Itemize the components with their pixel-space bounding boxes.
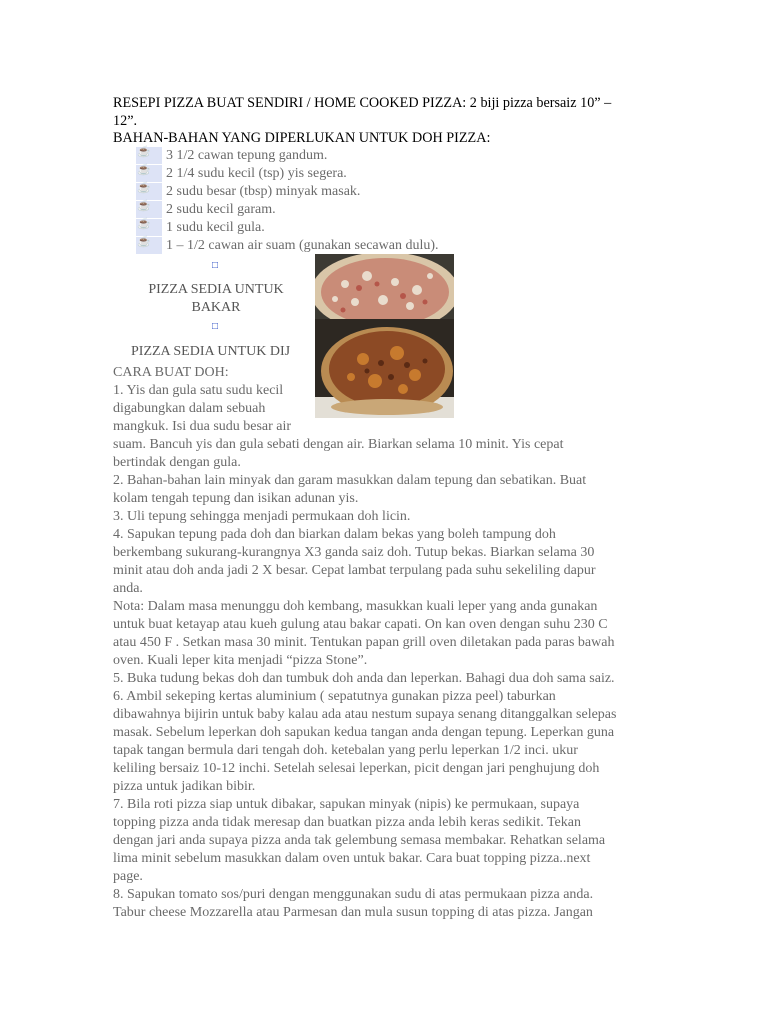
body-line: masak. Sebelum leperkan doh sapukan kedua tangan anda dengan tepung. Leperkan guna bbox=[113, 725, 615, 740]
bullet-icon bbox=[136, 165, 162, 182]
photo-caption-1-line-2: BAKAR bbox=[191, 300, 241, 315]
body-line: 5. Buka tudung bekas doh dan tumbuk doh anda dan leperkan. Bahagi dua doh sama saiz. bbox=[113, 671, 615, 686]
cup-icon: ☕ bbox=[137, 200, 151, 212]
body-line: topping pizza anda tidak meresap dan buatkan pizza anda lebih keras sedikit. Tekan bbox=[113, 815, 581, 830]
ingredient-item: 2 1/4 sudu kecil (tsp) yis segera. bbox=[166, 166, 347, 181]
body-line: 8. Sapukan tomato sos/puri dengan menggunakan sudu di atas permukaan pizza anda. bbox=[113, 887, 594, 902]
body-line: page. bbox=[113, 869, 143, 884]
recipe-title-line-1: RESEPI PIZZA BUAT SENDIRI / HOME COOKED PIZZA: 2 biji pizza bersaiz 10” – bbox=[113, 95, 612, 111]
cup-icon: ☕ bbox=[137, 236, 151, 248]
body-line: digabungkan dalam sebuah bbox=[113, 401, 266, 416]
bullet-icon bbox=[136, 201, 162, 218]
ingredients-heading: BAHAN-BAHAN YANG DIPERLUKAN UNTUK DOH PIZZA: bbox=[113, 130, 491, 146]
body-line: suam. Bancuh yis dan gula sebati dengan air. Biarkan selama 10 minit. Yis cepat bbox=[113, 437, 564, 452]
body-line: Tabur cheese Mozzarella atau Parmesan dan mula susun topping di atas pizza. Jangan bbox=[113, 905, 593, 920]
body-line: 1. Yis dan gula satu sudu kecil bbox=[113, 383, 284, 398]
body-line: tapak tangan bermula dari tengah doh. ketebalan yang perlu leperkan 1/2 inci. ukur bbox=[113, 743, 578, 758]
ingredient-item: 1 sudu kecil gula. bbox=[166, 220, 265, 235]
recipe-title-line-2: 12”. bbox=[113, 113, 138, 129]
body-line: dibawahnya bijirin untuk baby kalau ada atau nestum supaya senang ditanggalkan selepas bbox=[113, 707, 617, 722]
body-line: 7. Bila roti pizza siap untuk dibakar, sapukan minyak (nipis) ke permukaan, supaya bbox=[113, 797, 580, 812]
figure-marker-icon: □ bbox=[212, 260, 219, 271]
body-line: atau 450 F . Setkan masa 30 minit. Tentukan papan grill oven diletakan pada paras bawah bbox=[113, 635, 615, 650]
bullet-icon bbox=[136, 147, 162, 164]
ingredient-item: 3 1/2 cawan tepung gandum. bbox=[166, 148, 328, 163]
body-line: keliling bersaiz 10-12 inchi. Setelah selesai leperkan, picit dengan jari penghujung doh bbox=[113, 761, 600, 776]
ingredient-item: 2 sudu besar (tbsp) minyak masak. bbox=[166, 184, 361, 199]
body-line: bertindak dengan gula. bbox=[113, 455, 241, 470]
photo-caption-1-line-1: PIZZA SEDIA UNTUK bbox=[148, 282, 284, 297]
body-line: dengan jari anda supaya pizza anda tak gelembung semasa membakar. Rehatkan selama bbox=[113, 833, 606, 848]
bullet-icon bbox=[136, 219, 162, 236]
body-line: berkembang sukurang-kurangnya X3 ganda saiz doh. Tutup bekas. Biarkan selama 30 bbox=[113, 545, 595, 560]
body-line: mangkuk. Isi dua sudu besar air bbox=[113, 419, 292, 434]
figure-marker-icon: □ bbox=[212, 321, 219, 332]
pizza-raw-photo bbox=[315, 254, 454, 319]
method-heading: CARA BUAT DOH: bbox=[113, 365, 229, 380]
cup-icon: ☕ bbox=[137, 182, 151, 194]
body-line: 2. Bahan-bahan lain minyak dan garam masukkan dalam tepung dan sebatikan. Buat bbox=[113, 473, 587, 488]
body-line: 6. Ambil sekeping kertas aluminium ( sepatutnya gunakan pizza peel) taburkan bbox=[113, 689, 556, 704]
cup-icon: ☕ bbox=[137, 218, 151, 230]
photo-caption-2: PIZZA SEDIA UNTUK DIJ bbox=[131, 344, 291, 359]
body-line: minit atau doh anda jadi 2 X besar. Cepat lambat terpulang pada suhu sekeliling dapur bbox=[113, 563, 596, 578]
body-line: Nota: Dalam masa menunggu doh kembang, masukkan kuali leper yang anda gunakan bbox=[113, 599, 598, 614]
body-line: 3. Uli tepung sehingga menjadi permukaan doh licin. bbox=[113, 509, 411, 524]
bullet-icon bbox=[136, 183, 162, 200]
body-line: untuk buat ketayap atau kueh gulung atau bakar capati. On kan oven dengan suhu 230 C bbox=[113, 617, 608, 632]
body-line: lima minit sebelum masukkan dalam oven untuk bakar. Cara buat topping pizza..next bbox=[113, 851, 591, 866]
body-line: 4. Sapukan tepung pada doh dan biarkan dalam bekas yang boleh tampung doh bbox=[113, 527, 556, 542]
body-line: kolam tengah tepung dan isikan adunan yis. bbox=[113, 491, 359, 506]
cup-icon: ☕ bbox=[137, 146, 151, 158]
cup-icon: ☕ bbox=[137, 164, 151, 176]
pizza-baked-photo bbox=[315, 319, 454, 418]
ingredient-item: 1 – 1/2 cawan air suam (gunakan secawan dulu). bbox=[166, 238, 439, 253]
bullet-icon bbox=[136, 237, 162, 254]
body-line: oven. Kuali leper kita menjadi “pizza Stone”. bbox=[113, 653, 368, 668]
body-line: anda. bbox=[113, 581, 143, 596]
body-line: pizza untuk jadikan bibir. bbox=[113, 779, 256, 794]
ingredient-item: 2 sudu kecil garam. bbox=[166, 202, 276, 217]
